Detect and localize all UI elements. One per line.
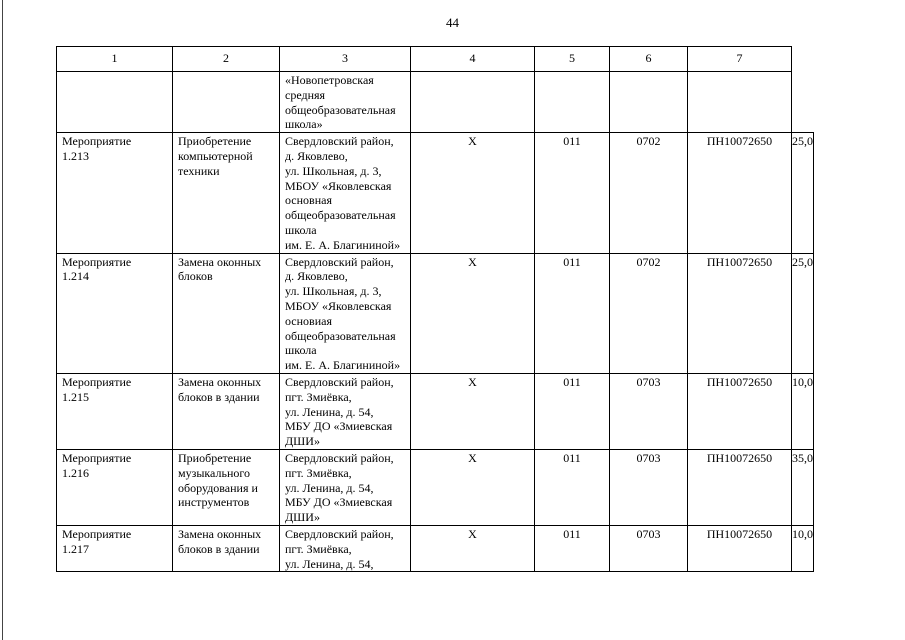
col4-cell: 011 bbox=[535, 373, 610, 449]
address-line: ДШИ» bbox=[285, 434, 320, 449]
address-line: Свердловский район, bbox=[285, 134, 394, 149]
empty-cell bbox=[535, 72, 610, 133]
address-line: общеобразовательная bbox=[285, 328, 396, 343]
address-line: «Новопетровская bbox=[285, 73, 374, 87]
address-cell bbox=[280, 253, 411, 373]
col3-cell: Х bbox=[411, 525, 535, 571]
table-row bbox=[57, 133, 814, 253]
col4-cell: 011 bbox=[535, 449, 610, 525]
address-line: ул. Ленина, д. 54, bbox=[285, 404, 374, 419]
col6-cell: ПН10072650 bbox=[688, 449, 792, 525]
measure-id-line: Мероприятие bbox=[62, 254, 132, 269]
address-line: основиая bbox=[285, 313, 332, 328]
address-cell bbox=[280, 133, 411, 253]
col4-cell: 011 bbox=[535, 133, 610, 253]
col3-cell: Х bbox=[411, 373, 535, 449]
measure-name-cell bbox=[173, 253, 280, 373]
col6-cell: ПН10072650 bbox=[688, 253, 792, 373]
table-row bbox=[57, 525, 814, 571]
empty-cell bbox=[173, 72, 280, 133]
measure-name-cell bbox=[173, 525, 280, 571]
col5-cell: 0702 bbox=[610, 253, 688, 373]
address-line: пгт. Змиёвка, bbox=[285, 389, 352, 404]
address-line: д. Яковлево, bbox=[285, 269, 348, 284]
empty-cell bbox=[610, 72, 688, 133]
table-row bbox=[57, 253, 814, 373]
header-cell: 1 bbox=[57, 47, 173, 72]
col6-cell: ПН10072650 bbox=[688, 525, 792, 571]
col3-cell: Х bbox=[411, 449, 535, 525]
col5-cell: 0703 bbox=[610, 373, 688, 449]
address-line: Свердловский район, bbox=[285, 254, 394, 269]
measure-id-line: Мероприятие bbox=[62, 526, 132, 541]
measure-name-line: оборудования и bbox=[178, 480, 258, 495]
address-line: школа bbox=[285, 222, 317, 237]
address-line: Свердловский район, bbox=[285, 526, 394, 541]
measure-name-line: Замена оконных bbox=[178, 254, 262, 269]
amount-cell: 10,0 bbox=[792, 373, 814, 449]
col5-cell: 0703 bbox=[610, 449, 688, 525]
measure-name-line: музыкального bbox=[178, 465, 250, 480]
col4-cell: 011 bbox=[535, 253, 610, 373]
table-row bbox=[57, 449, 814, 525]
measure-id-line: 1.217 bbox=[62, 541, 89, 556]
measure-id-cell bbox=[57, 525, 173, 571]
measure-name-line: техники bbox=[178, 163, 220, 178]
amount-cell: 25,0 bbox=[792, 253, 814, 373]
address-line: основная bbox=[285, 193, 332, 208]
address-line: школа» bbox=[285, 117, 323, 132]
header-row bbox=[57, 47, 814, 72]
amount-cell: 10,0 bbox=[792, 525, 814, 571]
address-line: общеобразовательная bbox=[285, 208, 396, 223]
address-cell bbox=[280, 525, 411, 571]
col6-cell: ПН10072650 bbox=[688, 373, 792, 449]
address-line: пгт. Змиёвка, bbox=[285, 465, 352, 480]
empty-cell bbox=[57, 72, 173, 133]
measure-name-line: Приобретение bbox=[178, 450, 252, 465]
address-line: ул. Школьная, д. 3, bbox=[285, 284, 382, 299]
header-cell: 4 bbox=[411, 47, 535, 72]
measure-id-line: 1.215 bbox=[62, 389, 89, 404]
col6-cell: ПН10072650 bbox=[688, 133, 792, 253]
address-cell bbox=[280, 373, 411, 449]
address-cell bbox=[280, 72, 411, 133]
measure-name-line: блоков bbox=[178, 269, 213, 284]
measure-id-cell bbox=[57, 253, 173, 373]
header-cell: 3 bbox=[280, 47, 411, 72]
scan-edge-line bbox=[2, 0, 3, 640]
address-line: ул. Школьная, д. 3, bbox=[285, 163, 382, 178]
col5-cell: 0702 bbox=[610, 133, 688, 253]
address-cell bbox=[280, 449, 411, 525]
address-line: Свердловский район, bbox=[285, 374, 394, 389]
address-line: школа bbox=[285, 343, 317, 358]
address-line: средняя bbox=[285, 87, 326, 102]
address-line: МБУ ДО «Змиевская bbox=[285, 419, 393, 434]
continuation-row bbox=[57, 72, 814, 133]
header-cell: 7 bbox=[688, 47, 792, 72]
address-line: им. Е. А. Благининой» bbox=[285, 237, 401, 252]
measure-name-cell bbox=[173, 373, 280, 449]
measure-id-line: Мероприятие bbox=[62, 450, 132, 465]
address-line: МБОУ «Яковлевская bbox=[285, 178, 392, 193]
measure-name-line: Приобретение bbox=[178, 134, 252, 149]
empty-cell bbox=[688, 72, 792, 133]
col5-cell: 0703 bbox=[610, 525, 688, 571]
measure-name-cell bbox=[173, 133, 280, 253]
address-line: д. Яковлево, bbox=[285, 148, 348, 163]
table-row bbox=[57, 373, 814, 449]
measure-id-cell bbox=[57, 449, 173, 525]
address-line: Свердловский район, bbox=[285, 450, 394, 465]
col3-cell: Х bbox=[411, 253, 535, 373]
measure-name-cell bbox=[173, 449, 280, 525]
amount-cell: 25,0 bbox=[792, 133, 814, 253]
address-line: ДШИ» bbox=[285, 510, 320, 525]
measure-id-line: 1.213 bbox=[62, 148, 89, 163]
measure-name-line: Замена оконных bbox=[178, 374, 262, 389]
address-line: общеобразовательная bbox=[285, 102, 396, 117]
measure-id-cell bbox=[57, 373, 173, 449]
empty-cell bbox=[411, 72, 535, 133]
measure-id-cell bbox=[57, 133, 173, 253]
header-cell: 2 bbox=[173, 47, 280, 72]
address-line: МБУ ДО «Змиевская bbox=[285, 495, 393, 510]
header-cell: 6 bbox=[610, 47, 688, 72]
measure-name-line: компьютерной bbox=[178, 148, 253, 163]
measure-id-line: Мероприятие bbox=[62, 374, 132, 389]
address-line: ул. Ленина, д. 54, bbox=[285, 480, 374, 495]
address-line: им. Е. А. Благининой» bbox=[285, 358, 401, 373]
measure-id-line: 1.214 bbox=[62, 269, 89, 284]
address-line: ул. Ленина, д. 54, bbox=[285, 556, 374, 571]
measure-id-line: Мероприятие bbox=[62, 134, 132, 149]
measure-name-line: блоков в здании bbox=[178, 541, 260, 556]
budget-table bbox=[56, 46, 814, 572]
col4-cell: 011 bbox=[535, 525, 610, 571]
measure-name-line: Замена оконных bbox=[178, 526, 262, 541]
amount-cell: 35,0 bbox=[792, 449, 814, 525]
measure-name-line: блоков в здании bbox=[178, 389, 260, 404]
measure-id-line: 1.216 bbox=[62, 465, 89, 480]
address-line: МБОУ «Яковлевская bbox=[285, 298, 392, 313]
header-cell: 5 bbox=[535, 47, 610, 72]
measure-name-line: инструментов bbox=[178, 495, 250, 510]
page-number: 44 bbox=[446, 15, 459, 30]
col3-cell: Х bbox=[411, 133, 535, 253]
address-line: пгт. Змиёвка, bbox=[285, 541, 352, 556]
